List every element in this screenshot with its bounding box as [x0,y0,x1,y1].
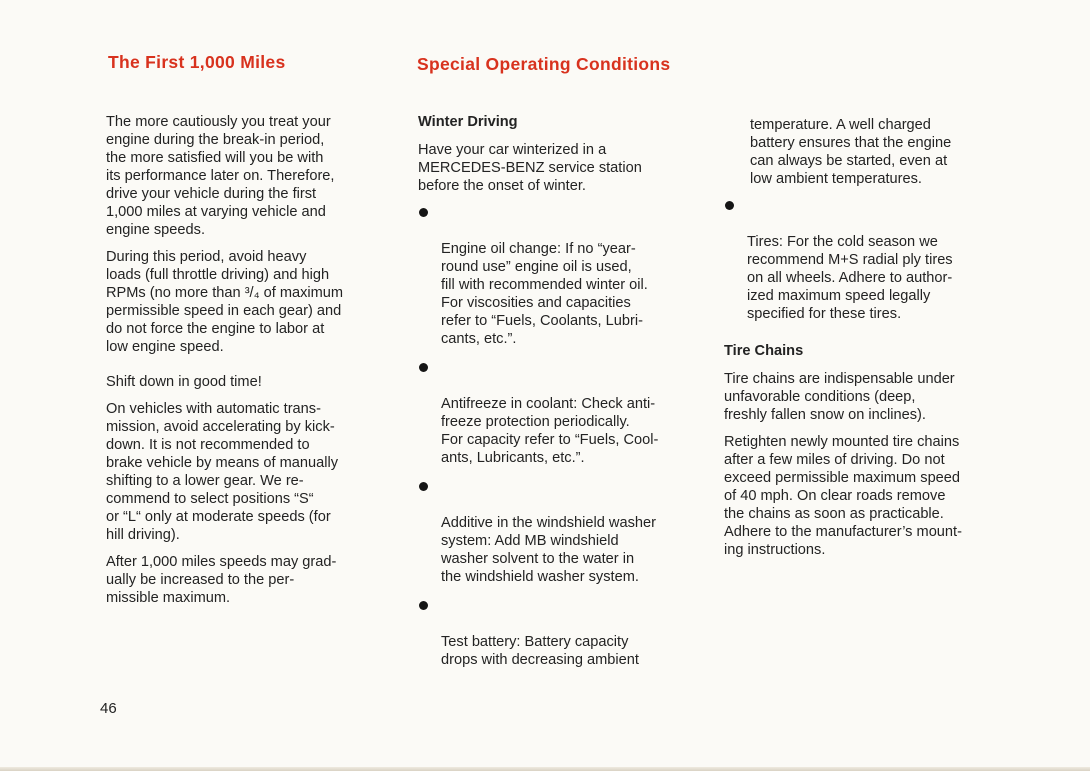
column-first-miles [106,113,396,616]
paper-edge [0,767,1090,771]
after-break-in-paragraph: After 1,000 miles speeds may grad- ually be increased to the per- missible maximum. [106,554,337,606]
bullet-text: Engine oil change: If no “year- round use” engine oil is used, fill with recommended winter oil. For viscosities and capacities refer to “Fuels, Coolants, Lubri- cants, etc.”. [441,241,648,347]
list-item-tires [724,197,1014,323]
bullet-text: Test battery: Battery capacity drops with decreasing ambient [441,634,639,668]
list-item-engine-oil [418,204,708,348]
winter-checklist [418,204,708,669]
battery-continuation-text: temperature. A well charged battery ensures that the engine can always be started, even at low ambient temperatures. [750,117,952,187]
retighten-chains-paragraph: Retighten newly mounted tire chains after a few miles of driving. Do not exceed permissible maximum speed of 40 mph. On clear roads remove the chains as soon as practicable. Adhere to the manufacturer’s mount- ing instructions. [724,434,962,558]
spacer [724,334,1014,342]
tire-chains-heading: Tire Chains [724,343,804,359]
shift-down-paragraph: Shift down in good time! [106,374,262,390]
bullet-icon [419,601,428,610]
automatic-transmission-paragraph: On vehicles with automatic trans- mission, avoid accelerating by kick- down. It is not recommended to brake vehicle by means of manually shifting to a lower gear. We re- commend to select positions “S“ or “L“ only at moderate speeds (for hill driving). [106,401,338,543]
spacer [106,365,396,373]
bullet-icon [419,208,428,217]
column-winter-driving [418,113,708,680]
bullet-text: Antifreeze in coolant: Check anti- freeze protection periodically. For capacity refer to “Fuels, Cool- ants, Lubricants, etc.”. [441,396,659,466]
bullet-icon [419,363,428,372]
tire-chains-paragraph: Tire chains are indispensable under unfavorable conditions (deep, freshly fallen snow on inclines). [724,371,955,423]
heavy-loads-paragraph: During this period, avoid heavy loads (full throttle driving) and high RPMs (no more than ³/₄ of maximum permissible speed in each gear) and do not force the engine to labor at low engine speed. [106,249,344,355]
list-item-washer-additive [418,478,708,586]
bullet-icon [725,201,734,210]
list-item-antifreeze [418,359,708,467]
winter-driving-heading: Winter Driving [418,114,518,130]
bullet-text: Tires: For the cold season we recommend M+S radial ply tires on all wheels. Adhere to author- ized maximum speed legally specified for these tires. [747,234,953,322]
bullet-icon [419,482,428,491]
list-item-test-battery [418,597,708,669]
column-winter-continued [724,116,1014,568]
page-number: 46 [100,700,117,717]
break-in-paragraph: The more cautiously you treat your engine during the break-in period, the more satisfied will you be with its performance later on. Therefore, drive your vehicle during the first 1,000 miles at varying vehicle and engine speeds. [106,114,335,238]
winter-intro-paragraph: Have your car winterized in a MERCEDES-BENZ service station before the onset of winter. [418,142,642,194]
tires-list [724,197,1014,323]
heading-special-operating-conditions: Special Operating Conditions [417,54,671,74]
bullet-text: Additive in the windshield washer system: Add MB windshield washer solvent to the water in the windshield washer system. [441,515,656,585]
heading-first-1000-miles: The First 1,000 Miles [108,52,286,72]
